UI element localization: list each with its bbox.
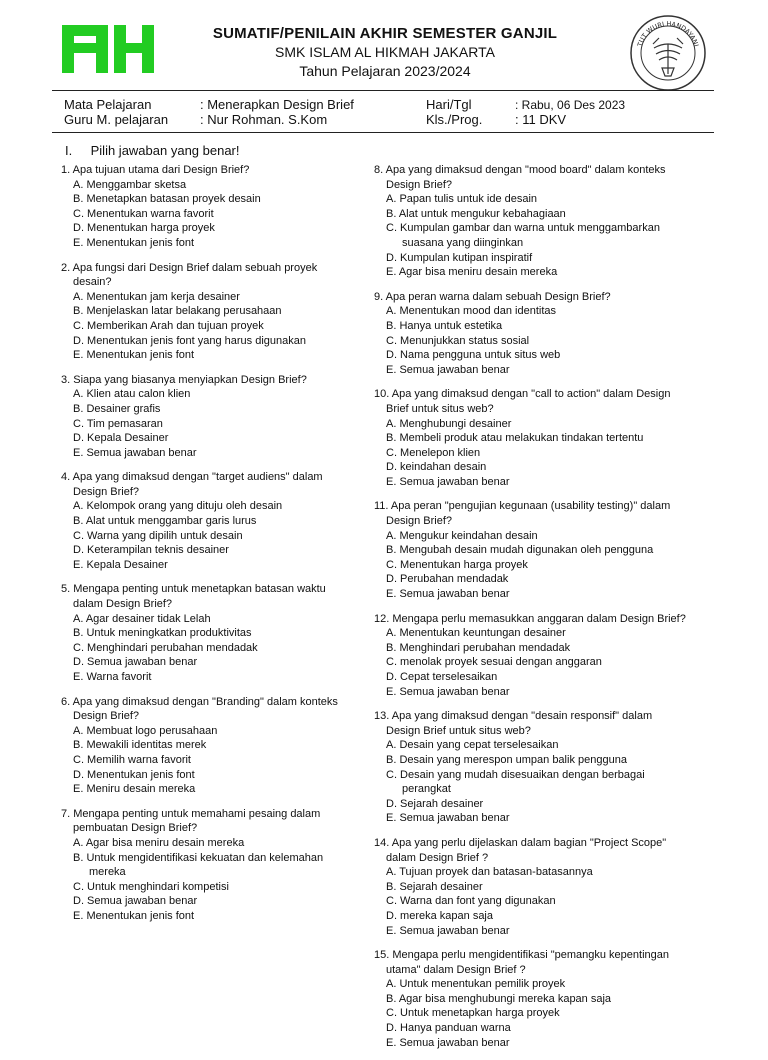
answer-option-text: E. Semua jawaban benar: [386, 588, 510, 601]
teacher-label: Guru M. pelajaran: [64, 112, 169, 127]
answer-option: [61, 670, 361, 685]
answer-option-text: C. Memilih warna favorit: [73, 753, 191, 766]
answer-option: [374, 1006, 704, 1021]
info-divider: [52, 132, 714, 133]
section-heading: [62, 143, 240, 158]
answer-option-text: E. Menentukan jenis font: [73, 909, 195, 922]
question-item: [61, 373, 361, 461]
answer-option-text: E. Agar bisa meniru desain mereka: [386, 266, 558, 279]
answer-option-text: C. menolak proyek sesuai dengan anggaran: [386, 656, 602, 669]
answer-option: [374, 811, 704, 826]
exam-title: SUMATIF/PENILAIN AKHIR SEMESTER GANJIL: [212, 25, 558, 42]
answer-option: [61, 543, 361, 558]
answer-option-text: A. Papan tulis untuk ide desain: [386, 193, 538, 206]
answer-option: [374, 431, 704, 446]
answer-option: [374, 363, 704, 378]
answer-option-text: A. Tujuan proyek dan batasan-batasannya: [386, 866, 593, 879]
questions-left-column: [61, 163, 361, 934]
answer-option-text: C. Kumpulan gambar dan warna untuk menggambarkan: [386, 222, 660, 235]
answer-option: [374, 626, 704, 641]
answer-option: [61, 514, 361, 529]
answer-option-text: B. Menghindari perubahan mendadak: [386, 641, 571, 654]
answer-option-text: A. Menghubungi desainer: [386, 417, 512, 430]
question-stem-line: 4. Apa yang dimaksud dengan "target audiens" dalam: [61, 471, 323, 484]
question-item: [374, 499, 704, 601]
answer-option: [61, 192, 361, 207]
question-item: [61, 807, 361, 924]
question-item: [61, 261, 361, 363]
answer-option: [374, 460, 704, 475]
answer-option-text: C. Tim pemasaran: [73, 417, 163, 430]
question-stem-line: utama" dalam Design Brief ?: [386, 963, 526, 976]
question-stem: [374, 387, 704, 416]
answer-option-text: E. Semua jawaban benar: [386, 475, 510, 488]
question-stem-line: 6. Apa yang dimaksud dengan "Branding" dalam konteks: [61, 695, 338, 708]
answer-option-text: D. Nama pengguna untuk situs web: [386, 349, 561, 362]
answer-option-text: E. Semua jawaban benar: [386, 685, 510, 698]
answer-option-text: A. Untuk menentukan pemilik proyek: [386, 978, 566, 991]
class-label: Kls./Prog.: [426, 112, 483, 127]
answer-option: [374, 417, 704, 432]
answer-option: [374, 221, 704, 250]
answer-option: [374, 587, 704, 602]
question-stem-line: Brief untuk situs web?: [386, 402, 494, 415]
question-stem-line: 13. Apa yang dimaksud dengan "desain responsif" dalam: [374, 710, 653, 723]
answer-option: [374, 265, 704, 280]
answer-option-text: A. Kelompok orang yang dituju oleh desain: [73, 500, 283, 513]
question-stem: [374, 290, 704, 305]
answer-option: [374, 685, 704, 700]
answer-option-text: D. Sejarah desainer: [386, 797, 484, 810]
answer-option: [374, 670, 704, 685]
question-item: [374, 387, 704, 489]
question-stem: [374, 836, 704, 865]
answer-option-text: perangkat: [402, 783, 451, 796]
question-stem-line: 2. Apa fungsi dari Design Brief dalam sebuah proyek: [61, 261, 318, 274]
answer-option-text: C. Warna dan font yang digunakan: [386, 895, 556, 908]
answer-option: [374, 319, 704, 334]
answer-option: [61, 348, 361, 363]
answer-option: [374, 529, 704, 544]
svg-text:TUT WURI HANDAYANI: TUT WURI HANDAYANI: [635, 19, 701, 48]
teacher-value: : Nur Rohman. S.Kom: [200, 112, 328, 127]
answer-option-text: D. Cepat terselesaikan: [386, 671, 498, 683]
answer-option: [374, 334, 704, 349]
answer-option: [374, 753, 704, 768]
answer-option: [61, 290, 361, 305]
answer-option: [61, 909, 361, 924]
question-stem: [374, 163, 704, 192]
answer-option: [374, 207, 704, 222]
question-stem-line: 15. Mengapa perlu mengidentifikasi "pemangku kepentingan: [374, 949, 669, 962]
question-stem-line: 14. Apa yang perlu dijelaskan dalam bagian "Project Scope": [374, 836, 667, 849]
question-stem: [374, 709, 704, 738]
question-item: [374, 709, 704, 826]
answer-option-text: D. keindahan desain: [386, 461, 487, 474]
answer-option: [374, 880, 704, 895]
answer-option: [61, 894, 361, 909]
answer-option-text: C. Warna yang dipilih untuk desain: [73, 529, 243, 542]
answer-option: [374, 992, 704, 1007]
answer-option-text: A. Menentukan jam kerja desainer: [73, 290, 240, 303]
answer-option-text: B. Alat untuk menggambar garis lurus: [73, 515, 257, 528]
question-stem-line: 1. Apa tujuan utama dari Design Brief?: [61, 164, 250, 176]
answer-option-text: D. Perubahan mendadak: [386, 573, 509, 586]
answer-option-text: E. Semua jawaban benar: [386, 363, 510, 376]
answer-option-text: C. Menentukan harga proyek: [386, 558, 528, 571]
question-stem-line: 7. Mengapa penting untuk memahami pesaing dalam: [61, 807, 321, 820]
answer-option-text: D. mereka kapan saja: [386, 909, 493, 922]
subject-value: : Menerapkan Design Brief: [200, 97, 354, 112]
date-label: Hari/Tgl: [426, 97, 472, 112]
answer-option: [61, 724, 361, 739]
answer-option: [374, 251, 704, 266]
question-item: [374, 163, 704, 280]
answer-option: [374, 924, 704, 939]
answer-option: [374, 572, 704, 587]
answer-option: [61, 612, 361, 627]
answer-option-text: C. Desain yang mudah disesuaikan dengan berbagai: [386, 768, 645, 781]
question-stem: [61, 695, 361, 724]
question-stem-line: desain?: [73, 276, 112, 289]
question-stem-line: Design Brief?: [386, 515, 453, 528]
answer-option-text: C. Menentukan warna favorit: [73, 207, 214, 220]
question-item: [374, 836, 704, 938]
answer-option: [61, 304, 361, 319]
answer-option: [61, 626, 361, 641]
academic-year: Tahun Pelajaran 2023/2024: [299, 63, 471, 79]
answer-option: [374, 446, 704, 461]
question-stem: [61, 163, 361, 178]
answer-option-text: D. Semua jawaban benar: [73, 656, 198, 669]
answer-option-text: E. Semua jawaban benar: [386, 1036, 510, 1049]
answer-option-text: B. Desainer grafis: [73, 402, 161, 415]
section-number: I.: [65, 143, 73, 158]
answer-option: [61, 836, 361, 851]
answer-option: [61, 738, 361, 753]
answer-option-text: A. Mengukur keindahan desain: [386, 529, 538, 542]
answer-option: [61, 529, 361, 544]
answer-option-text: B. Mewakili identitas merek: [73, 739, 207, 752]
answer-option: [374, 865, 704, 880]
question-item: [61, 470, 361, 572]
question-item: [374, 290, 704, 378]
answer-option-text: B. Untuk mengidentifikasi kekuatan dan kelemahan: [73, 851, 324, 864]
answer-option: [61, 178, 361, 193]
question-stem-line: Design Brief?: [386, 178, 453, 191]
answer-option: [374, 768, 704, 797]
question-stem-line: dalam Design Brief?: [73, 598, 173, 611]
class-value: : 11 DKV: [515, 112, 567, 127]
question-stem: [374, 499, 704, 528]
answer-option: [61, 417, 361, 432]
answer-option-text: E. Meniru desain mereka: [73, 783, 196, 796]
question-stem-line: 9. Apa peran warna dalam sebuah Design Brief?: [374, 290, 611, 303]
answer-option: [61, 641, 361, 656]
question-item: [374, 612, 704, 700]
question-stem: [61, 261, 361, 290]
answer-option-text: B. Hanya untuk estetika: [386, 319, 503, 332]
question-stem: [61, 807, 361, 836]
question-stem-line: Design Brief?: [73, 710, 140, 723]
answer-option: [374, 1021, 704, 1036]
answer-option-text: A. Menentukan keuntungan desainer: [386, 627, 566, 640]
answer-option-text: D. Hanya panduan warna: [386, 1022, 511, 1035]
answer-option: [374, 475, 704, 490]
answer-option: [374, 797, 704, 812]
date-value: : Rabu, 06 Des 2023: [515, 98, 626, 112]
answer-option-text: B. Menjelaskan latar belakang perusahaan: [73, 305, 282, 318]
answer-option-text: C. Menunjukkan status sosial: [386, 334, 530, 347]
answer-option-text: A. Agar desainer tidak Lelah: [73, 612, 211, 625]
answer-option-text: D. Kumpulan kutipan inspiratif: [386, 251, 533, 264]
question-stem-line: 8. Apa yang dimaksud dengan "mood board" dalam konteks: [374, 164, 666, 176]
answer-option-text: D. Menentukan jenis font yang harus digunakan: [73, 334, 306, 347]
answer-option: [61, 334, 361, 349]
question-item: [61, 582, 361, 684]
answer-option-text: suasana yang diinginkan: [402, 236, 524, 249]
answer-option: [61, 753, 361, 768]
questions-right-column: [374, 163, 704, 1060]
answer-option-text: A. Agar bisa meniru desain mereka: [73, 836, 245, 849]
answer-option-text: E. Menentukan jenis font: [73, 236, 195, 249]
answer-option-text: A. Menggambar sketsa: [73, 178, 187, 191]
answer-option: [374, 558, 704, 573]
school-name: SMK ISLAM AL HIKMAH JAKARTA: [275, 44, 495, 60]
answer-option-text: A. Membuat logo perusahaan: [73, 724, 218, 737]
answer-option: [61, 319, 361, 334]
answer-option: [374, 641, 704, 656]
answer-option: [374, 894, 704, 909]
question-stem-line: 3. Siapa yang biasanya menyiapkan Design Brief?: [61, 373, 307, 386]
question-stem: [61, 582, 361, 611]
question-stem-line: pembuatan Design Brief?: [73, 822, 198, 835]
answer-option-text: D. Keterampilan teknis desainer: [73, 544, 229, 557]
answer-option-text: D. Menentukan jenis font: [73, 768, 195, 781]
answer-option-text: B. Membeli produk atau melakukan tindakan tertentu: [386, 432, 644, 445]
answer-option-text: E. Kepala Desainer: [73, 558, 168, 571]
answer-option-text: C. Memberikan Arah dan tujuan proyek: [73, 319, 264, 332]
question-stem: [61, 470, 361, 499]
answer-option-text: B. Untuk meningkatkan produktivitas: [73, 627, 252, 640]
question-stem-line: Design Brief?: [73, 485, 140, 498]
answer-option-text: D. Menentukan harga proyek: [73, 222, 215, 235]
question-item: [61, 163, 361, 251]
answer-option: [374, 977, 704, 992]
question-stem-line: 12. Mengapa perlu memasukkan anggaran dalam Design Brief?: [374, 612, 686, 625]
answer-option-text: E. Menentukan jenis font: [73, 349, 195, 362]
answer-option-text: E. Semua jawaban benar: [386, 812, 510, 825]
answer-option: [374, 1036, 704, 1051]
answer-option: [374, 543, 704, 558]
answer-option: [61, 558, 361, 573]
question-stem: [374, 612, 704, 627]
question-stem: [374, 948, 704, 977]
answer-option-text: B. Desain yang merespon umpan balik pengguna: [386, 753, 627, 766]
section-instruction: Pilih jawaban yang benar!: [90, 143, 240, 158]
answer-option: [61, 221, 361, 236]
question-stem-line: 11. Apa peran "pengujian kegunaan (usability testing)" dalam: [374, 500, 671, 513]
answer-option-text: D. Semua jawaban benar: [73, 895, 198, 908]
answer-option-text: D. Kepala Desainer: [73, 432, 169, 445]
answer-option: [61, 236, 361, 251]
subject-label: Mata Pelajaran: [64, 97, 152, 112]
question-item: [374, 948, 704, 1050]
answer-option: [61, 446, 361, 461]
answer-option-text: B. Mengubah desain mudah digunakan oleh pengguna: [386, 544, 654, 557]
answer-option: [374, 192, 704, 207]
answer-option: [61, 880, 361, 895]
answer-option-text: E. Semua jawaban benar: [73, 446, 197, 459]
answer-option: [374, 655, 704, 670]
answer-option: [61, 387, 361, 402]
school-logo: [62, 25, 154, 73]
answer-option: [61, 499, 361, 514]
question-stem-line: dalam Design Brief ?: [386, 851, 489, 864]
answer-option-text: mereka: [89, 866, 126, 879]
question-item: [61, 695, 361, 797]
question-stem: [61, 373, 361, 388]
answer-option-text: C. Untuk menghindari kompetisi: [73, 880, 229, 893]
answer-option-text: B. Agar bisa menghubungi mereka kapan saja: [386, 992, 612, 1005]
header-divider: [52, 90, 714, 91]
answer-option-text: E. Semua jawaban benar: [386, 924, 510, 937]
answer-option: [374, 304, 704, 319]
answer-option-text: C. Untuk menetapkan harga proyek: [386, 1007, 560, 1020]
answer-option-text: B. Sejarah desainer: [386, 880, 483, 893]
question-stem-line: 10. Apa yang dimaksud dengan "call to action" dalam Design: [374, 388, 671, 401]
tut-wuri-handayani-seal-icon: [629, 14, 707, 92]
question-stem-line: Design Brief untuk situs web?: [386, 724, 531, 737]
answer-option-text: B. Alat untuk mengukur kebahagiaan: [386, 207, 566, 220]
answer-option-text: B. Menetapkan batasan proyek desain: [73, 193, 261, 206]
answer-option: [61, 768, 361, 783]
answer-option-text: C. Menghindari perubahan mendadak: [73, 641, 258, 654]
answer-option-text: A. Menentukan mood dan identitas: [386, 305, 557, 318]
answer-option: [61, 402, 361, 417]
answer-option: [61, 431, 361, 446]
answer-option: [61, 851, 361, 880]
answer-option-text: A. Desain yang cepat terselesaikan: [386, 739, 559, 752]
question-stem-line: 5. Mengapa penting untuk menetapkan batasan waktu: [61, 583, 326, 596]
answer-option: [374, 738, 704, 753]
answer-option-text: A. Klien atau calon klien: [73, 388, 191, 401]
answer-option-text: C. Menelepon klien: [386, 446, 481, 459]
answer-option: [61, 207, 361, 222]
answer-option: [61, 655, 361, 670]
answer-option-text: E. Warna favorit: [73, 671, 152, 683]
answer-option: [61, 782, 361, 797]
answer-option: [374, 348, 704, 363]
answer-option: [374, 909, 704, 924]
